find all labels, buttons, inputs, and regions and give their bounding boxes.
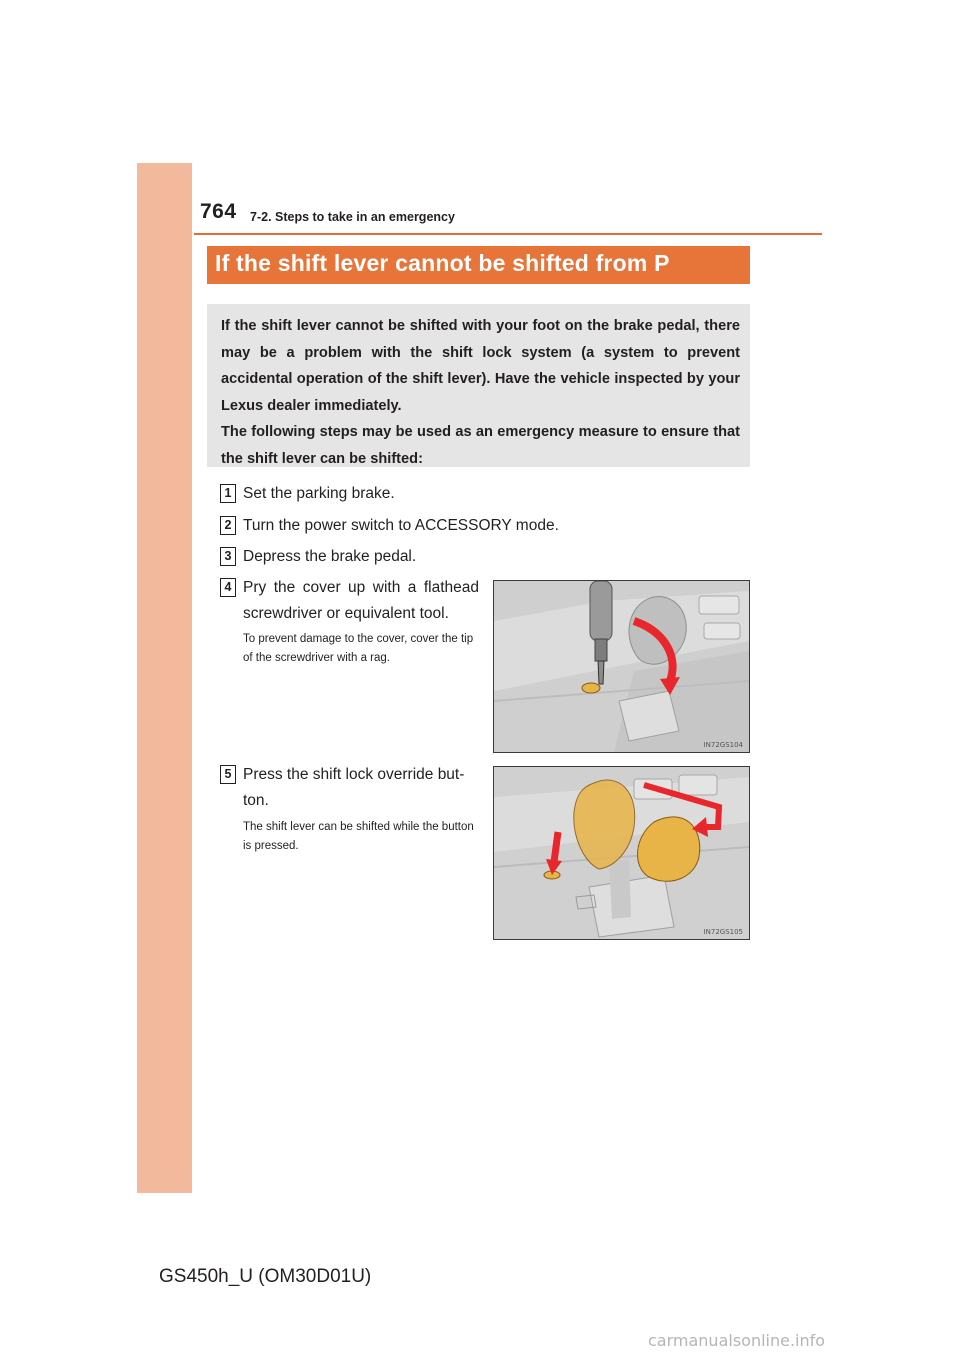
step-text-5: Press the shift lock override but- ton. xyxy=(243,766,465,809)
screwdriver-illustration xyxy=(494,581,749,752)
side-tab-bar xyxy=(137,163,192,1193)
step-text-1: Set the parking brake. xyxy=(243,485,395,502)
figure-shift-lock-override xyxy=(493,766,750,940)
step-number-4: 4 xyxy=(220,578,236,597)
step-number-5: 5 xyxy=(220,765,236,784)
step-number-1: 1 xyxy=(220,484,236,503)
figure-code-4: IN72GS104 xyxy=(703,741,743,749)
step-number-3: 3 xyxy=(220,547,236,566)
intro-box xyxy=(207,304,750,467)
section-title-bar xyxy=(207,246,750,284)
step-note-4: To prevent damage to the cover, cover the tip of the screwdriver with a rag. xyxy=(243,633,474,664)
header-divider xyxy=(194,233,822,235)
intro-text: If the shift lever cannot be shifted with your foot on the brake pedal, there may be a problem with the shift lock system (a system to prevent accidental operation of the shift lever). Have the vehicle inspected by your Lexus dealer immediately. The following steps may be used as an emergency measure to ensure that the shift lever can be shifted: xyxy=(221,318,740,467)
step-note-5: The shift lever can be shifted while the button is pressed. xyxy=(243,821,474,852)
step-number-2: 2 xyxy=(220,516,236,535)
watermark: carmanualsonline.info xyxy=(648,1331,826,1350)
section-title: If the shift lever cannot be shifted from P xyxy=(215,250,670,276)
step-text-3: Depress the brake pedal. xyxy=(243,548,417,565)
shift-lever-illustration xyxy=(494,767,749,939)
page-number: 764 xyxy=(200,200,237,223)
figure-code-5: IN72GS105 xyxy=(703,928,743,936)
footer-model-code: GS450h_U (OM30D01U) xyxy=(159,1266,372,1287)
section-label: 7-2. Steps to take in an emergency xyxy=(250,210,455,224)
step-text-4: Pry the cover up with a flathead screwdriver or equivalent tool. xyxy=(243,579,479,622)
step-text-2: Turn the power switch to ACCESSORY mode. xyxy=(243,517,559,534)
figure-pry-cover xyxy=(493,580,750,753)
